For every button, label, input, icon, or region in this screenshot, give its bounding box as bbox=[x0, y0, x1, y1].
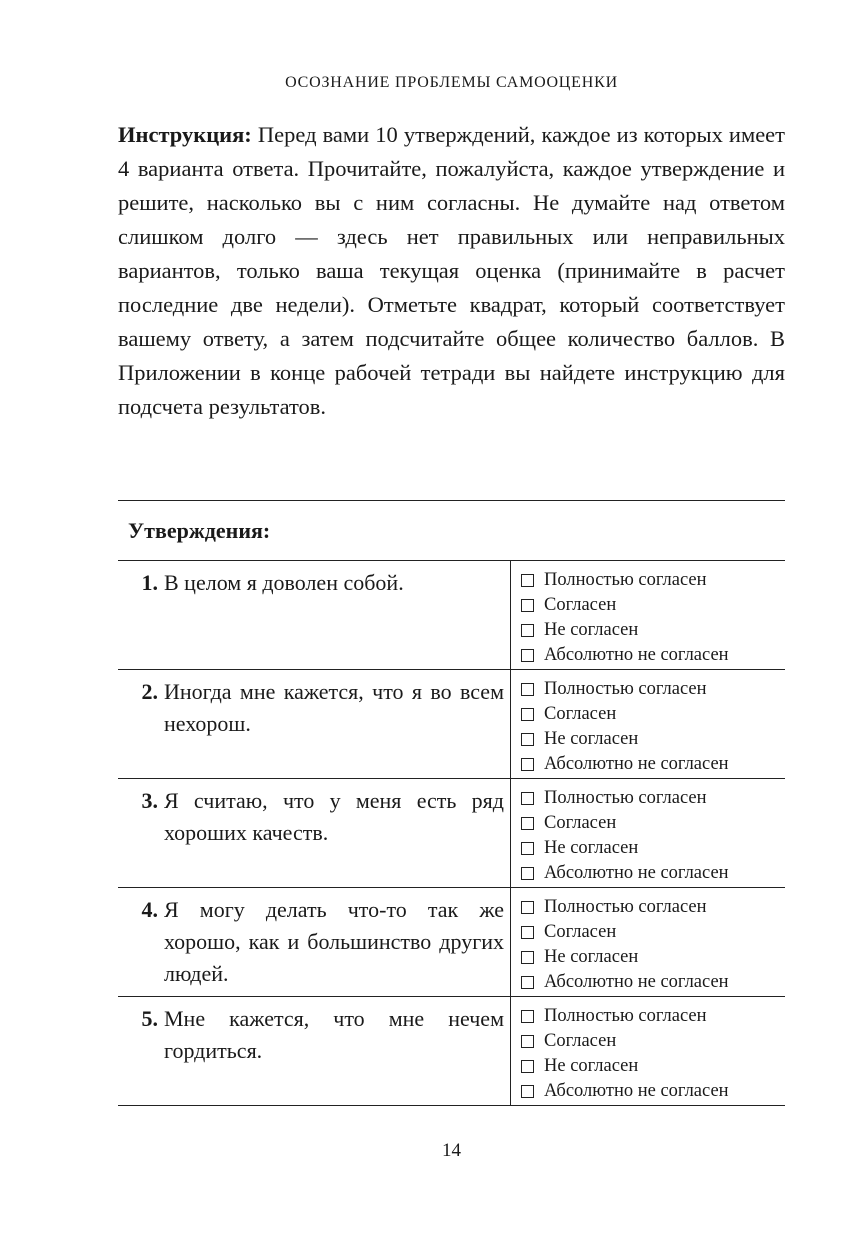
table-row bbox=[118, 779, 785, 888]
statement-cell bbox=[118, 779, 511, 887]
option-label: Согласен bbox=[544, 813, 617, 833]
option-fully-agree[interactable] bbox=[521, 895, 785, 920]
checkbox-icon[interactable] bbox=[521, 842, 534, 855]
statement-text: В целом я доволен собой. bbox=[164, 570, 404, 595]
instructions-paragraph bbox=[118, 118, 785, 424]
instructions-lead: Инструкция: bbox=[118, 122, 252, 147]
option-label: Полностью согласен bbox=[544, 788, 707, 808]
options-cell bbox=[511, 561, 785, 669]
divider bbox=[118, 500, 785, 501]
checkbox-icon[interactable] bbox=[521, 951, 534, 964]
option-fully-agree[interactable] bbox=[521, 677, 785, 702]
checkbox-icon[interactable] bbox=[521, 599, 534, 612]
checkbox-icon[interactable] bbox=[521, 867, 534, 880]
checkbox-icon[interactable] bbox=[521, 708, 534, 721]
option-disagree[interactable] bbox=[521, 1054, 785, 1079]
checkbox-icon[interactable] bbox=[521, 1010, 534, 1023]
checkbox-icon[interactable] bbox=[521, 1085, 534, 1098]
option-agree[interactable] bbox=[521, 593, 785, 618]
options-cell bbox=[511, 779, 785, 887]
page-number: 14 bbox=[442, 1140, 461, 1161]
option-label: Не согласен bbox=[544, 1056, 639, 1076]
statement-text: Я считаю, что у меня есть ряд хороших качеств. bbox=[164, 788, 504, 845]
option-label: Абсолютно не согласен bbox=[544, 863, 729, 883]
option-disagree[interactable] bbox=[521, 727, 785, 752]
checkbox-icon[interactable] bbox=[521, 901, 534, 914]
checkbox-icon[interactable] bbox=[521, 1035, 534, 1048]
option-fully-agree[interactable] bbox=[521, 568, 785, 593]
checkbox-icon[interactable] bbox=[521, 792, 534, 805]
option-strongly-disagree[interactable] bbox=[521, 861, 785, 886]
statement-number: 4. bbox=[141, 897, 158, 922]
table-row bbox=[118, 561, 785, 670]
statement-cell bbox=[118, 888, 511, 996]
option-agree[interactable] bbox=[521, 1029, 785, 1054]
option-label: Полностью согласен bbox=[544, 897, 707, 917]
option-disagree[interactable] bbox=[521, 618, 785, 643]
instructions-text: Перед вами 10 утверждений, каждое из которых имеет 4 варианта ответа. Прочитайте, пожалуйста, каждое утверждение и решите, насколько вы с ним согласны. Не думайте над ответом слишком долго — здесь нет правильных или неправильных вариантов, только ваша текущая оценка (принимайте в расчет последние две недели). Отметьте квадрат, который соответствует вашему ответу, а затем подсчитайте общее количество баллов. В Приложении в конце рабочей тетради вы найдете инструкцию для подсчета результатов. bbox=[118, 122, 785, 419]
statement-text: Я могу делать что-то так же хорошо, как и большинство других людей. bbox=[164, 897, 504, 986]
option-label: Абсолютно не согласен bbox=[544, 1081, 729, 1101]
option-label: Не согласен bbox=[544, 838, 639, 858]
option-strongly-disagree[interactable] bbox=[521, 970, 785, 995]
options-cell bbox=[511, 888, 785, 996]
option-label: Полностью согласен bbox=[544, 570, 707, 590]
option-disagree[interactable] bbox=[521, 945, 785, 970]
option-label: Согласен bbox=[544, 704, 617, 724]
option-label: Полностью согласен bbox=[544, 679, 707, 699]
checkbox-icon[interactable] bbox=[521, 817, 534, 830]
table-row bbox=[118, 670, 785, 779]
option-label: Согласен bbox=[544, 1031, 617, 1051]
option-label: Согласен bbox=[544, 595, 617, 615]
option-label: Абсолютно не согласен bbox=[544, 972, 729, 992]
table-row bbox=[118, 888, 785, 997]
options-cell bbox=[511, 997, 785, 1105]
statement-text: Мне кажется, что мне нечем гордиться. bbox=[164, 1006, 504, 1063]
option-disagree[interactable] bbox=[521, 836, 785, 861]
checkbox-icon[interactable] bbox=[521, 624, 534, 637]
checkbox-icon[interactable] bbox=[521, 926, 534, 939]
option-agree[interactable] bbox=[521, 811, 785, 836]
statement-cell bbox=[118, 670, 511, 778]
checkbox-icon[interactable] bbox=[521, 758, 534, 771]
statement-number: 5. bbox=[141, 1006, 158, 1031]
option-label: Абсолютно не согласен bbox=[544, 754, 729, 774]
option-label: Согласен bbox=[544, 922, 617, 942]
statement-number: 3. bbox=[141, 788, 158, 813]
option-strongly-disagree[interactable] bbox=[521, 643, 785, 668]
option-fully-agree[interactable] bbox=[521, 1004, 785, 1029]
statement-cell bbox=[118, 997, 511, 1105]
running-title: ОСОЗНАНИЕ ПРОБЛЕМЫ САМООЦЕНКИ bbox=[285, 74, 618, 91]
option-label: Абсолютно не согласен bbox=[544, 645, 729, 665]
statement-cell bbox=[118, 561, 511, 669]
checkbox-icon[interactable] bbox=[521, 649, 534, 662]
option-strongly-disagree[interactable] bbox=[521, 752, 785, 777]
checkbox-icon[interactable] bbox=[521, 683, 534, 696]
option-strongly-disagree[interactable] bbox=[521, 1079, 785, 1104]
option-label: Полностью согласен bbox=[544, 1006, 707, 1026]
checkbox-icon[interactable] bbox=[521, 733, 534, 746]
table-row bbox=[118, 997, 785, 1105]
table-title: Утверждения: bbox=[128, 518, 271, 543]
statement-number: 2. bbox=[141, 679, 158, 704]
checkbox-icon[interactable] bbox=[521, 1060, 534, 1073]
statement-number: 1. bbox=[141, 570, 158, 595]
option-agree[interactable] bbox=[521, 702, 785, 727]
option-fully-agree[interactable] bbox=[521, 786, 785, 811]
option-label: Не согласен bbox=[544, 729, 639, 749]
option-label: Не согласен bbox=[544, 947, 639, 967]
checkbox-icon[interactable] bbox=[521, 976, 534, 989]
statement-text: Иногда мне кажется, что я во всем нехорош. bbox=[164, 679, 504, 736]
questionnaire-table bbox=[118, 560, 785, 1106]
option-agree[interactable] bbox=[521, 920, 785, 945]
options-cell bbox=[511, 670, 785, 778]
option-label: Не согласен bbox=[544, 620, 639, 640]
checkbox-icon[interactable] bbox=[521, 574, 534, 587]
